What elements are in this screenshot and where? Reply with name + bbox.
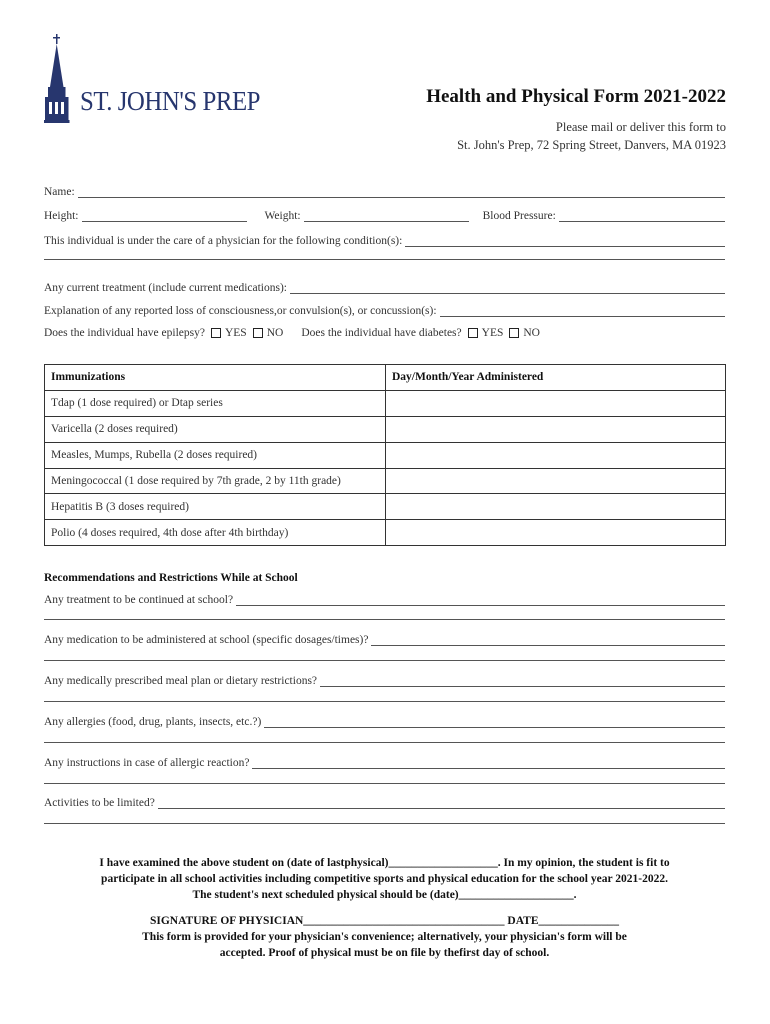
allergies-field[interactable] [44, 716, 725, 728]
meal-plan-line[interactable] [44, 701, 725, 702]
recommendations-heading: Recommendations and Restrictions While at School [44, 572, 298, 584]
treatment-school-field[interactable] [44, 594, 725, 606]
height-label: Height: [44, 210, 79, 222]
activities-limited-field[interactable] [44, 797, 725, 809]
table-row [45, 468, 726, 494]
consciousness-label: Explanation of any reported loss of consciousness,or convulsion(s), or concussion(s): [44, 305, 437, 317]
physician-signature-line[interactable]: SIGNATURE OF PHYSICIAN___________________________________ DATE______________ [149, 915, 620, 927]
activities-limited-label: Activities to be limited? [44, 797, 155, 809]
blood-pressure-input[interactable] [559, 211, 725, 222]
immunization-name: Meningococcal (1 dose required by 7th grade, 2 by 11th grade) [45, 468, 386, 494]
diabetes-no-label: NO [523, 327, 540, 339]
convenience-note-line2: accepted. Proof of physical must be on file by thefirst day of school. [219, 947, 550, 959]
physician-statement-line1: I have examined the above student on (date of lastphysical)___________________. In my opinion, the student is fit to [99, 857, 670, 869]
form-title: Health and Physical Form 2021-2022 [426, 86, 726, 107]
allergic-reaction-line[interactable] [44, 783, 725, 784]
immunizations-header: Immunizations [45, 365, 386, 391]
table-row [45, 442, 726, 468]
meal-plan-label: Any medically prescribed meal plan or dietary restrictions? [44, 675, 318, 687]
convenience-note-line1: This form is provided for your physician's convenience; alternatively, your physician's form will be [142, 931, 627, 943]
date-cell[interactable] [386, 494, 726, 520]
diabetes-label: Does the individual have diabetes? [301, 327, 462, 339]
epilepsy-label: Does the individual have epilepsy? [44, 327, 205, 339]
table-row [45, 416, 726, 442]
epilepsy-yes-checkbox[interactable] [211, 328, 221, 338]
epilepsy-no-checkbox[interactable] [253, 328, 263, 338]
vitals-row [44, 210, 725, 222]
conditions-field[interactable] [44, 235, 725, 247]
conditions-line[interactable] [44, 259, 725, 260]
weight-label: Weight: [264, 210, 301, 222]
physician-statement-line2: participate in all school activities including competitive sports and physical education for the school year 2021-2022. [101, 873, 668, 885]
blood-pressure-label: Blood Pressure: [482, 210, 556, 222]
date-cell[interactable] [386, 520, 726, 546]
medication-field[interactable] [44, 634, 725, 646]
allergies-label: Any allergies (food, drug, plants, insects, etc.?) [44, 716, 262, 728]
immunization-name: Tdap (1 dose required) or Dtap series [45, 390, 386, 416]
treatment-label: Any current treatment (include current medications): [44, 282, 287, 294]
allergies-line[interactable] [44, 742, 725, 743]
physician-statement-line3: The student's next scheduled physical should be (date)____________________. [192, 889, 577, 901]
table-row [45, 520, 726, 546]
allergic-reaction-field[interactable] [44, 757, 725, 769]
consciousness-field[interactable] [44, 305, 725, 317]
mail-address: St. John's Prep, 72 Spring Street, Danvers, MA 01923 [457, 138, 726, 152]
immunization-name: Measles, Mumps, Rubella (2 doses required) [45, 442, 386, 468]
weight-input[interactable] [304, 211, 469, 222]
activities-limited-line[interactable] [44, 823, 725, 824]
table-row [45, 494, 726, 520]
name-label: Name: [44, 186, 75, 198]
mail-instruction: Please mail or deliver this form to [555, 120, 726, 134]
date-administered-header: Day/Month/Year Administered [386, 365, 726, 391]
immunization-name: Hepatitis B (3 doses required) [45, 494, 386, 520]
table-header-row [45, 365, 726, 391]
immunizations-table [44, 364, 726, 546]
treatment-school-label: Any treatment to be continued at school? [44, 594, 234, 606]
diabetes-yes-label: YES [481, 327, 504, 339]
allergic-reaction-label: Any instructions in case of allergic reaction? [44, 757, 250, 769]
epilepsy-yes-label: YES [224, 327, 247, 339]
diabetes-no-checkbox[interactable] [509, 328, 519, 338]
date-cell[interactable] [386, 442, 726, 468]
immunization-name: Varicella (2 doses required) [45, 416, 386, 442]
epilepsy-no-label: NO [266, 327, 284, 339]
height-input[interactable] [82, 211, 247, 222]
treatment-field[interactable] [44, 282, 725, 294]
epilepsy-diabetes-row [44, 327, 725, 339]
diabetes-yes-checkbox[interactable] [468, 328, 478, 338]
medication-line[interactable] [44, 660, 725, 661]
conditions-label: This individual is under the care of a physician for the following condition(s): [44, 235, 403, 247]
name-field[interactable] [44, 186, 725, 198]
date-cell[interactable] [386, 390, 726, 416]
immunization-name: Polio (4 doses required, 4th dose after 4th birthday) [45, 520, 386, 546]
meal-plan-field[interactable] [44, 675, 725, 687]
medication-label: Any medication to be administered at school (specific dosages/times)? [44, 634, 369, 646]
treatment-school-line[interactable] [44, 619, 725, 620]
logo-wordmark: ST. JOHN'S PREP [80, 86, 261, 116]
table-row [45, 390, 726, 416]
date-cell[interactable] [386, 416, 726, 442]
date-cell[interactable] [386, 468, 726, 494]
